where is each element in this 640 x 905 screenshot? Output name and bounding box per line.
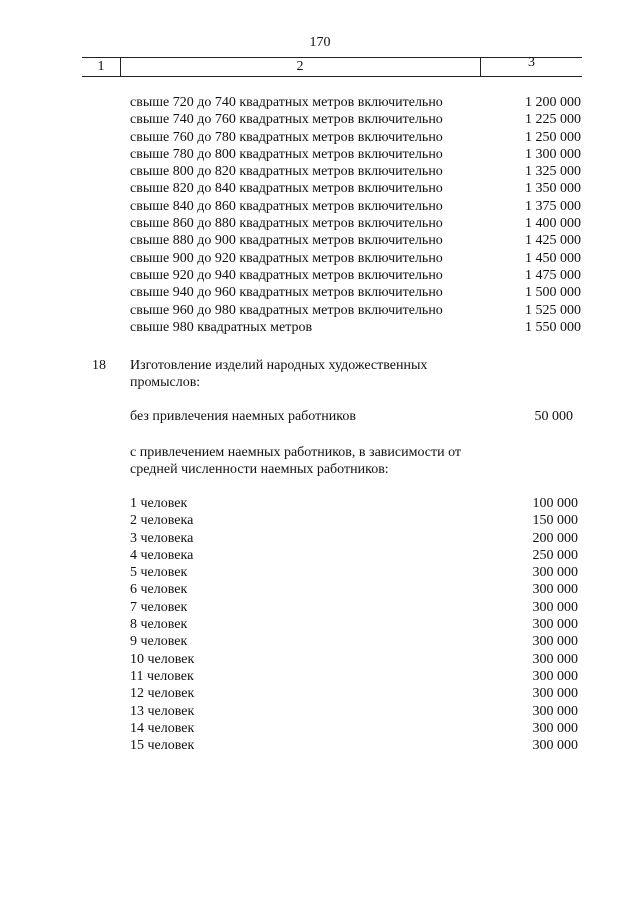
row-value: 300 000 <box>532 599 578 615</box>
table-row <box>0 146 640 163</box>
row-label: 8 человек <box>130 617 188 633</box>
with-workers-label: с привлечением наемных работников, в зависимости от средней численности наемных работников: <box>130 445 462 477</box>
table-row <box>0 651 640 668</box>
row-value: 300 000 <box>532 686 578 702</box>
row-label: свыше 840 до 860 квадратных метров включительно <box>130 198 443 214</box>
row-value: 1 525 000 <box>525 302 581 318</box>
row-value: 1 500 000 <box>525 285 581 301</box>
area-rows <box>0 94 640 336</box>
table-row <box>0 319 640 336</box>
row-label: свыше 720 до 740 квадратных метров включительно <box>130 95 443 110</box>
row-label: 15 человек <box>130 738 195 754</box>
row-label: 13 человек <box>130 703 195 719</box>
table-row <box>0 129 640 146</box>
row-label: 7 человек <box>130 599 188 615</box>
row-value: 300 000 <box>532 668 578 684</box>
table-row <box>0 250 640 267</box>
people-rows <box>0 495 640 754</box>
row-value: 1 425 000 <box>525 233 581 249</box>
table-row <box>0 495 640 512</box>
section-number: 18 <box>92 358 106 373</box>
table-row <box>0 232 640 249</box>
row-label: свыше 960 до 980 квадратных метров включительно <box>130 302 443 318</box>
row-value: 1 225 000 <box>525 112 581 128</box>
table-row <box>0 720 640 737</box>
row-value: 300 000 <box>532 582 578 598</box>
row-label: 9 человек <box>130 634 188 650</box>
row-value: 150 000 <box>532 513 578 529</box>
row-value: 300 000 <box>532 703 578 719</box>
table-row <box>0 94 640 111</box>
table-row <box>0 302 640 319</box>
row-label: 14 человек <box>130 720 195 736</box>
row-label: свыше 860 до 880 квадратных метров включительно <box>130 216 443 232</box>
table-row <box>0 180 640 197</box>
row-value: 100 000 <box>532 496 578 511</box>
row-value: 300 000 <box>532 651 578 667</box>
table-row <box>0 737 640 754</box>
table-row <box>0 284 640 301</box>
row-label: свыше 740 до 760 квадратных метров включительно <box>130 112 443 128</box>
page-number: 170 <box>309 35 331 50</box>
row-label: свыше 920 до 940 квадратных метров включительно <box>130 267 443 283</box>
row-value: 300 000 <box>532 634 578 650</box>
row-value: 1 250 000 <box>525 129 581 145</box>
row-label: 12 человек <box>130 686 195 702</box>
row-value: 1 325 000 <box>525 164 581 180</box>
row-label: 3 человека <box>130 530 194 546</box>
table-row <box>0 581 640 598</box>
row-value: 1 550 000 <box>525 319 581 335</box>
table-row <box>0 685 640 702</box>
row-label: свыше 800 до 820 квадратных метров включительно <box>130 164 443 180</box>
table-row <box>0 547 640 564</box>
row-value: 300 000 <box>532 720 578 736</box>
row-label: свыше 880 до 900 квадратных метров включительно <box>130 233 443 249</box>
without-workers-label: без привлечения наемных работников <box>130 409 356 424</box>
row-value: 1 375 000 <box>525 198 581 214</box>
table-row <box>0 616 640 633</box>
row-value: 300 000 <box>532 565 578 581</box>
header-col-1: 1 <box>82 58 121 76</box>
row-label: 11 человек <box>130 668 194 684</box>
row-label: свыше 980 квадратных метров <box>130 319 313 335</box>
row-label: свыше 820 до 840 квадратных метров включительно <box>130 181 443 197</box>
row-value: 1 450 000 <box>525 250 581 266</box>
row-value: 300 000 <box>532 738 578 754</box>
row-value: 1 400 000 <box>525 216 581 232</box>
table-row <box>0 668 640 685</box>
row-value: 1 300 000 <box>525 146 581 162</box>
row-value: 200 000 <box>532 530 578 546</box>
table-row <box>0 111 640 128</box>
header-col-3: 3 <box>528 55 535 70</box>
header-col-2: 2 <box>120 58 481 76</box>
table-row <box>0 163 640 180</box>
table-row <box>0 633 640 650</box>
table-row <box>0 703 640 720</box>
row-label: 1 человек <box>130 496 188 511</box>
row-label: 2 человека <box>130 513 194 529</box>
row-value: 1 350 000 <box>525 181 581 197</box>
table-row <box>0 599 640 616</box>
without-workers-value: 50 000 <box>534 409 573 424</box>
row-value: 250 000 <box>532 547 578 563</box>
row-label: 6 человек <box>130 582 188 598</box>
table-row <box>0 198 640 215</box>
table-row <box>0 267 640 284</box>
row-label: свыше 940 до 960 квадратных метров включительно <box>130 285 443 301</box>
table-header <box>82 57 582 77</box>
row-value: 1 475 000 <box>525 267 581 283</box>
section-title: Изготовление изделий народных художественных промыслов: <box>130 358 428 390</box>
table-row <box>0 530 640 547</box>
row-label: 5 человек <box>130 565 188 581</box>
row-label: свыше 780 до 800 квадратных метров включительно <box>130 146 443 162</box>
row-label: 4 человека <box>130 547 194 563</box>
table-row <box>0 564 640 581</box>
row-label: свыше 760 до 780 квадратных метров включительно <box>130 129 443 145</box>
table-row <box>0 215 640 232</box>
row-value: 300 000 <box>532 617 578 633</box>
table-row <box>0 512 640 529</box>
row-value: 1 200 000 <box>525 95 581 110</box>
row-label: 10 человек <box>130 651 195 667</box>
row-label: свыше 900 до 920 квадратных метров включительно <box>130 250 443 266</box>
